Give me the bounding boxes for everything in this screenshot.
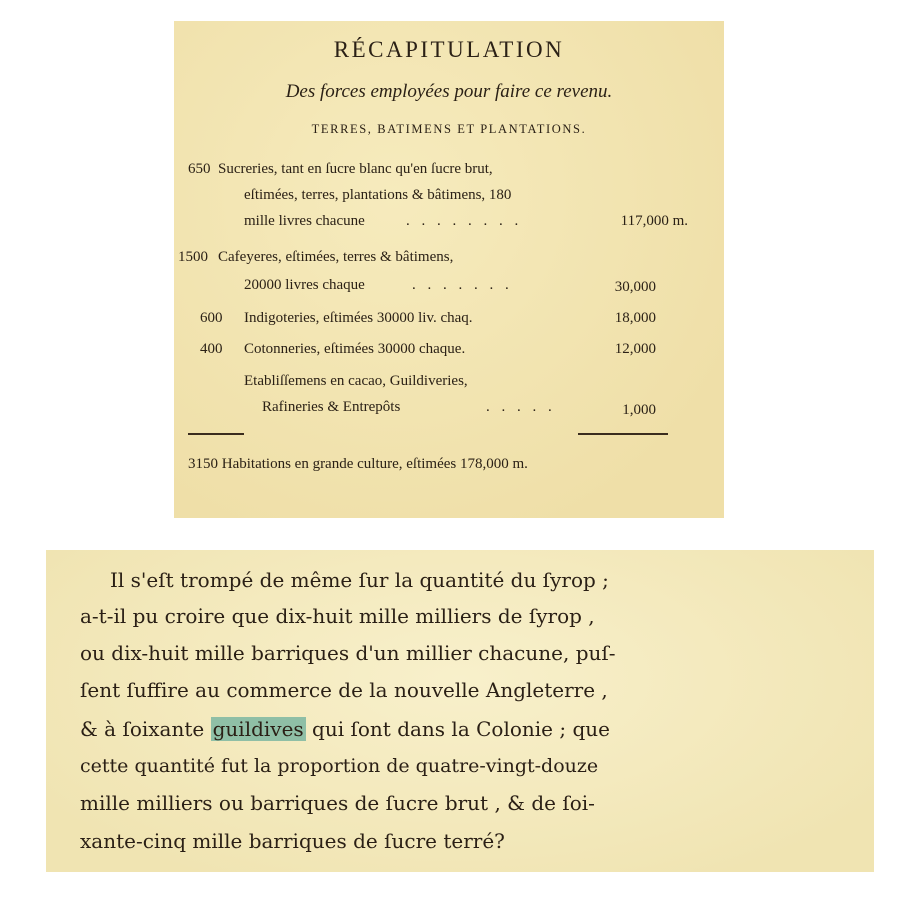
paragraph-line-highlighted	[80, 719, 610, 739]
entry-quantity: 1500	[178, 249, 208, 265]
entry-text-line: eſtimées, terres, plantations & bâtimens, 180	[244, 187, 512, 203]
entry-text-line: Cafeyeres, eſtimées, terres & bâtimens,	[218, 249, 454, 265]
bottom-page-scan	[46, 550, 874, 872]
paragraph-line: xante-cinq mille barriques de ſucre terré?	[80, 829, 505, 853]
entry-text-line: Cotonneries, eſtimées 30000 chaque.	[244, 341, 466, 357]
recap-total: 3150 Habitations en grande culture, eſtimées 178,000 m.	[188, 456, 528, 472]
dot-leader: . . . . .	[486, 399, 556, 415]
line-text-before: & à ſoixante	[80, 717, 211, 741]
entry-quantity: 400	[200, 341, 223, 357]
section-heading: TERRES, BATIMENS ET PLANTATIONS.	[311, 122, 587, 136]
paragraph-line: a-t-il pu croire que dix-huit mille milliers de ſyrop ,	[80, 604, 595, 628]
entry-amount: 18,000	[614, 310, 656, 326]
highlighted-word[interactable]: guildives	[212, 717, 304, 741]
paragraph-line: ou dix-huit mille barriques d'un millier chacune, puſ-	[80, 641, 616, 665]
entry-text-line: Sucreries, tant en ſucre blanc qu'en ſucre brut,	[218, 161, 493, 177]
entry-amount: 12,000	[614, 341, 656, 357]
entry-amount: 1,000	[622, 402, 656, 418]
recap-title: RÉCAPITULATION	[333, 37, 565, 62]
dot-leader: . . . . . . .	[412, 277, 513, 293]
sum-rule-left	[188, 433, 244, 435]
line-text-after: qui ſont dans la Colonie ; que	[305, 717, 610, 741]
paragraph-line: cette quantité fut la proportion de quatre-vingt-douze	[80, 755, 599, 777]
paragraph-line: mille milliers ou barriques de ſucre brut , & de ſoi-	[80, 791, 595, 815]
entry-amount: 117,000 m.	[620, 213, 688, 229]
entry-text-line: Rafineries & Entrepôts	[262, 399, 401, 415]
entry-amount: 30,000	[614, 279, 656, 295]
paragraph-line: Il s'eſt trompé de même ſur la quantité du ſyrop ;	[110, 568, 609, 592]
entry-text-line: mille livres chacune	[244, 213, 365, 229]
entry-text-line: Etabliſſemens en cacao, Guildiveries,	[244, 373, 468, 389]
entry-quantity: 600	[200, 310, 223, 326]
paragraph-line: ſent ſuffire au commerce de la nouvelle Angleterre ,	[80, 678, 608, 702]
dot-leader: . . . . . . . .	[406, 213, 523, 229]
entry-text-line: Indigoteries, eſtimées 30000 liv. chaq.	[244, 310, 473, 326]
top-page-scan	[174, 21, 724, 518]
recap-subtitle: Des forces employées pour faire ce revenu.	[285, 81, 613, 102]
sum-rule-right	[578, 433, 668, 435]
entry-quantity: 650	[188, 161, 211, 177]
entry-text-line: 20000 livres chaque	[244, 277, 365, 293]
